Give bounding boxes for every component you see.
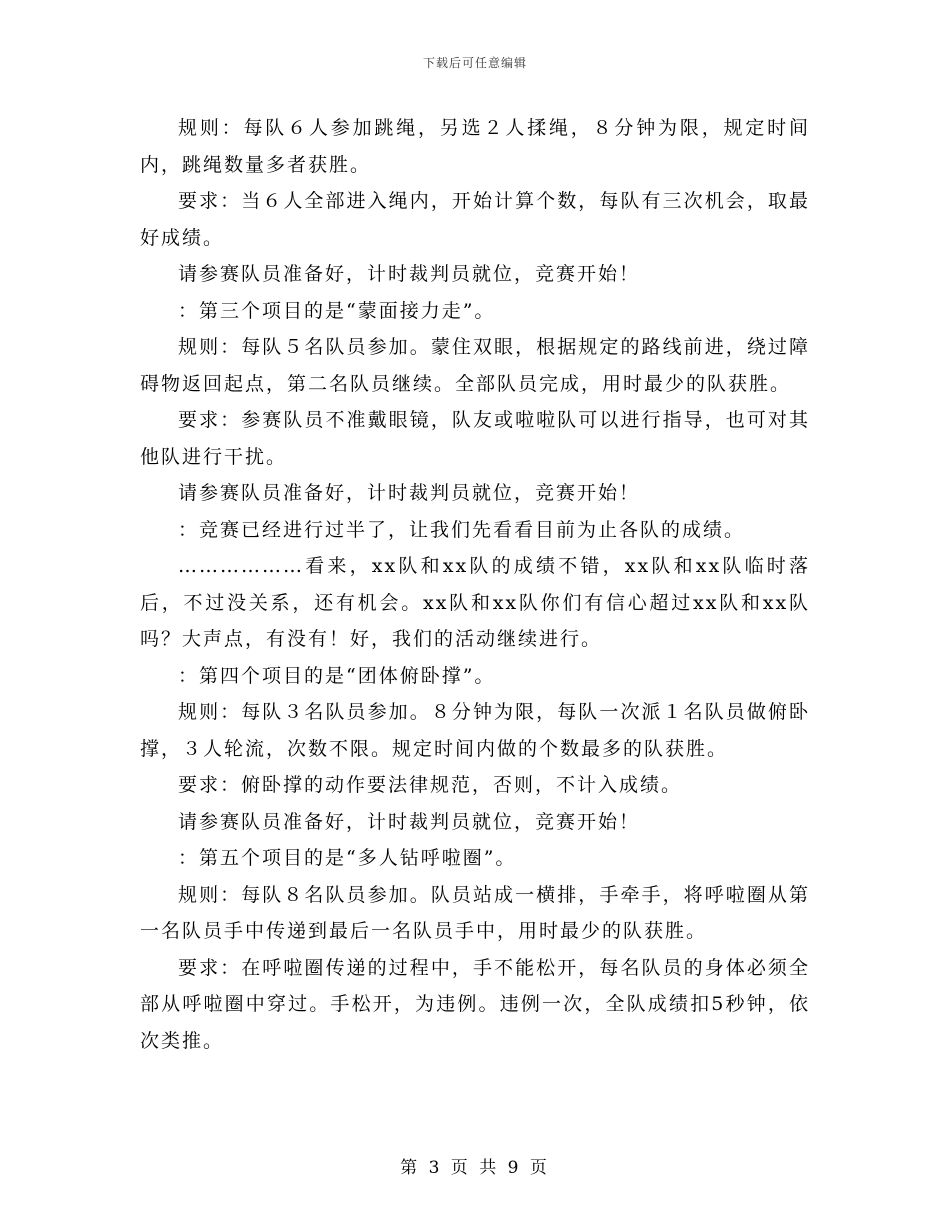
paragraph: 规则：每队８名队员参加。队员站成一横排，手牵手，将呼啦圈从第一名队员手中传递到最后一名队员手中，用时最少的队获胜。 (140, 883, 810, 942)
page-number: 第 3 页 共 9 页 (400, 1158, 550, 1178)
paragraph: ：第三个项目的是“蒙面接力走”。 (178, 299, 496, 322)
paragraph: ：第五个项目的是“多人钻呼啦圈”。 (178, 847, 517, 869)
paragraph: 要求：俯卧撑的动作要法律规范，否则，不计入成绩。 (178, 774, 683, 796)
paragraph: 要求：在呼啦圈传递的过程中，手不能松开，每名队员的身体必须全部从呼啦圈中穿过。手松开，为违例。违例一次，全队成绩扣5秒钟，依次类推。 (140, 956, 810, 1052)
header-note: 下载后可任意编辑 (422, 56, 527, 70)
paragraph: 要求：参赛队员不准戴眼镜，队友或啦啦队可以进行指导，也可对其他队进行干扰。 (140, 409, 810, 468)
paragraph: 规则：每队３名队员参加。８分钟为限，每队一次派１名队员做俯卧撑，３人轮流，次数不限。规定时间内做的个数最多的队获胜。 (140, 701, 810, 760)
paragraph: ：竞赛已经进行过半了，让我们先看看目前为止各队的成绩。 (178, 518, 746, 541)
paragraph: ………………看来，xx队和xx队的成绩不错，xx队和xx队临时落后，不过没关系，还有机会。xx队和xx队你们有信心超过xx队和xx队吗？大声点，有没有！好，我们的活动继续进行。 (140, 555, 810, 650)
paragraph: 要求：当６人全部进入绳内，开始计算个数，每队有三次机会，取最好成绩。 (140, 190, 810, 249)
document-body (140, 110, 810, 1059)
paragraph: 请参赛队员准备好，计时裁判员就位，竞赛开始！ (178, 263, 641, 285)
paragraph: 规则：每队５名队员参加。蒙住双眼，根据规定的路线前进，绕过障碍物返回起点，第二名队员继续。全部队员完成，用时最少的队获胜。 (140, 336, 810, 395)
paragraph: ：第四个项目的是“团体俯卧撑”。 (178, 664, 496, 687)
paragraph: 请参赛队员准备好，计时裁判员就位，竞赛开始！ (178, 810, 641, 833)
paragraph: 请参赛队员准备好，计时裁判员就位，竞赛开始！ (178, 482, 641, 504)
paragraph: 规则：每队６人参加跳绳，另选２人揉绳，８分钟为限，规定时间内，跳绳数量多者获胜。 (140, 117, 810, 176)
